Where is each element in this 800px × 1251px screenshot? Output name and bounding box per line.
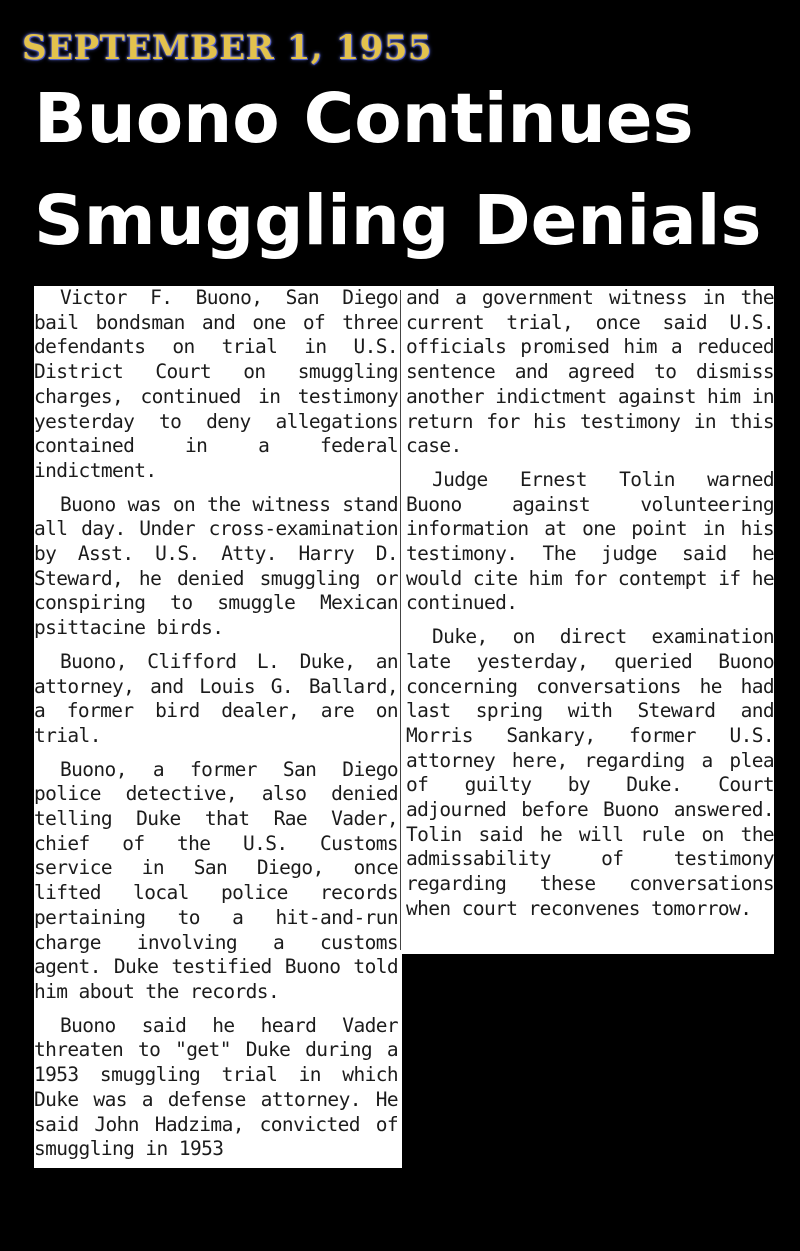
article-column-left — [34, 286, 402, 1168]
paragraph-3: Buono, Clifford L. Duke, an attorney, and Louis G. Ballard, a former bird dealer, are on trial. — [34, 649, 398, 747]
headline-line-2: Smuggling Denials — [34, 181, 762, 261]
paragraph-5: Buono said he heard Vader threaten to "get" Duke during a 1953 smuggling trial in which Duke was a defense attorney. He said John Hadzima, convicted of smuggling in 1953 — [34, 1013, 398, 1161]
column-divider — [400, 290, 401, 950]
paragraph-1: Victor F. Buono, San Diego bail bondsman and one of three defendants on trial in U.S. District Court on smuggling charges, continued in testimony yesterday to deny allegations contained in a federal indictment. — [34, 286, 398, 482]
paragraph-6: Judge Ernest Tolin warned Buono against volunteering information at one point in his testimony. The judge said he would cite him for contempt if he continued. — [406, 467, 774, 615]
paragraph-4: Buono, a former San Diego police detective, also denied telling Duke that Rae Vader, chief of the U.S. Customs service in San Diego, once lifted local police records pertaining to a hit-and-run charge involving a customs agent. Duke testified Buono told him about the records. — [34, 757, 398, 1003]
article-column-right — [402, 286, 774, 954]
paragraph-5-continued: and a government witness in the current trial, once said U.S. officials promised him a reduced sentence and agreed to dismiss another indictment against him in return for his testimony in this case. — [406, 286, 774, 458]
dateline: SEPTEMBER 1, 1955 — [22, 28, 433, 68]
paragraph-2: Buono was on the witness stand all day. Under cross-examination by Asst. U.S. Atty. Harry D. Steward, he denied smuggling or conspiring to smuggle Mexican psittacine birds. — [34, 492, 398, 640]
headline-line-1: Buono Continues — [34, 79, 694, 159]
paragraph-7: Duke, on direct examination late yesterday, queried Buono concerning conversations he had last spring with Steward and Morris Sankary, former U.S. attorney here, regarding a plea of guilty by Duke. Court adjourned before Buono answered. Tolin said he will rule on the admissability of testimony regarding these conversations when court reconvenes tomorrow. — [406, 625, 774, 920]
